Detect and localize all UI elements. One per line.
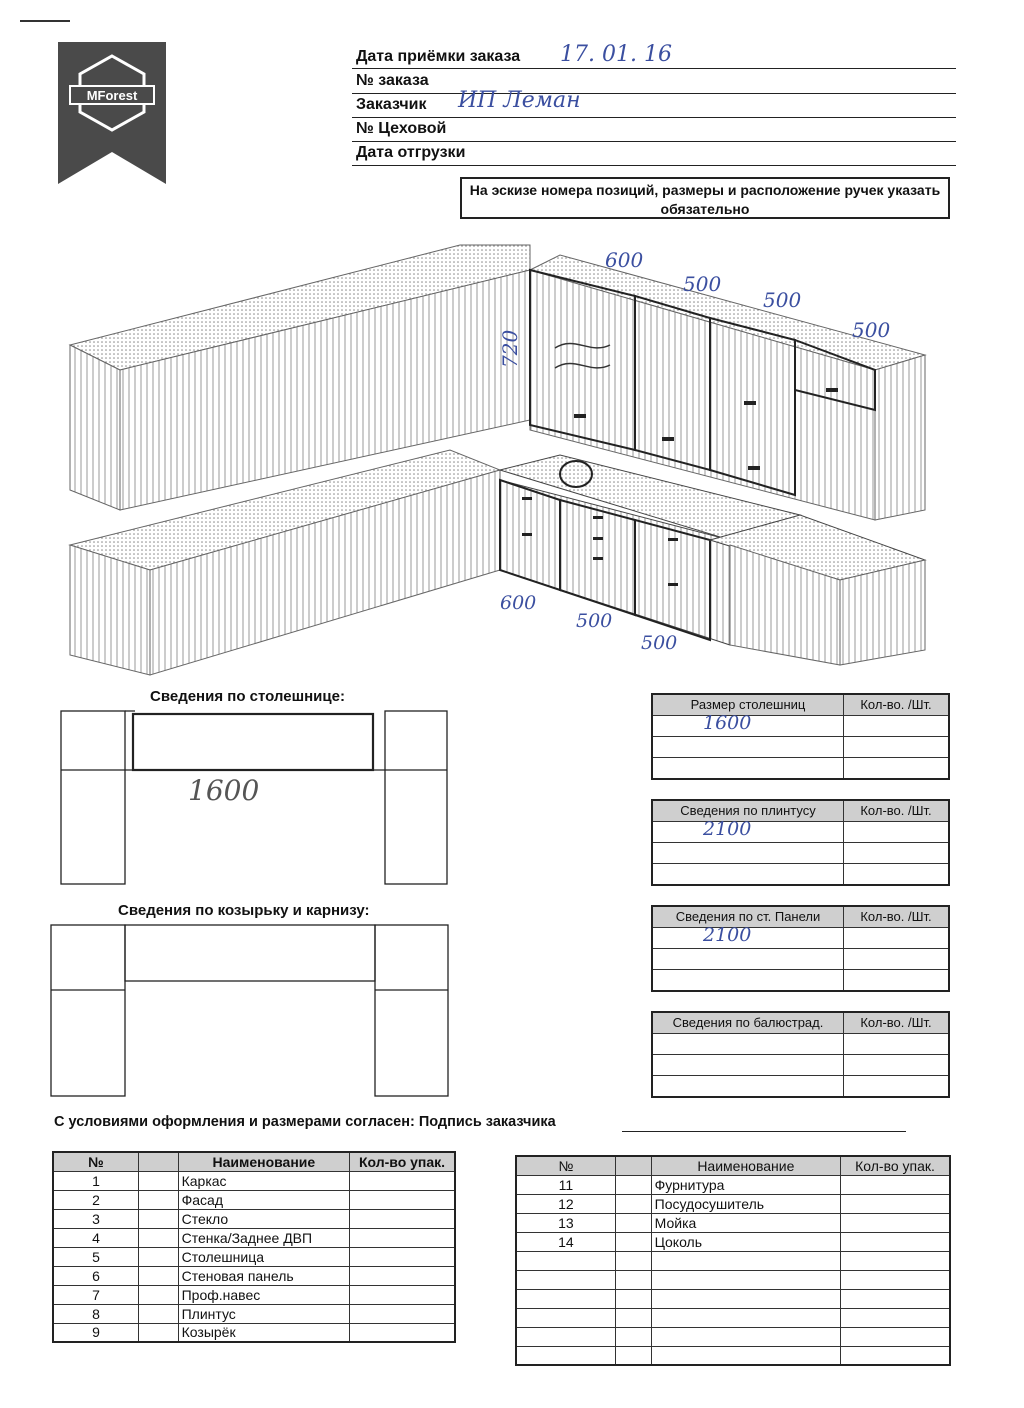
table-row xyxy=(516,1251,950,1270)
table-balustrade xyxy=(651,1011,950,1098)
col-name: Наименование xyxy=(178,1152,349,1171)
col-qty: Кол-во упак. xyxy=(841,1156,950,1175)
table-row xyxy=(516,1289,950,1308)
canopy-diagram xyxy=(50,924,450,1099)
cell-qty[interactable] xyxy=(844,716,948,736)
table-row: 6 Стеновая панель xyxy=(53,1266,455,1285)
table-row xyxy=(516,1327,950,1346)
dim-top-3: 500 xyxy=(763,288,802,312)
dim-height: 720 xyxy=(498,329,522,368)
countertop-title: Сведения по столешнице: xyxy=(150,688,345,705)
table-row: 4 Стенка/Заднее ДВП xyxy=(53,1228,455,1247)
table-countertop-size xyxy=(651,693,950,780)
signature-line[interactable] xyxy=(622,1131,906,1132)
table-row: 1 Каркас xyxy=(53,1171,455,1190)
dim-bottom-1: 600 xyxy=(500,592,537,614)
table-plinth xyxy=(651,799,950,886)
table-row: 3 Стекло xyxy=(53,1209,455,1228)
field-label-order-date: Дата приёмки заказа xyxy=(356,48,521,65)
col-header-qty: Кол-во. /Шт. xyxy=(860,697,932,712)
col-header: Размер столешниц xyxy=(653,695,844,715)
col-num: № xyxy=(53,1152,138,1171)
table-row xyxy=(516,1346,950,1365)
col-header: Сведения по балюстрад. xyxy=(653,1013,844,1033)
items-table-left xyxy=(52,1151,456,1343)
col-num: № xyxy=(516,1156,615,1175)
table-row: 14 Цоколь xyxy=(516,1232,950,1251)
dim-top-2: 500 xyxy=(683,272,722,296)
table-row: 8 Плинтус xyxy=(53,1304,455,1323)
wall-panel-value: 2100 xyxy=(703,924,752,946)
countertop-size-value: 1600 xyxy=(703,712,752,734)
canopy-title: Сведения по козырьку и карнизу: xyxy=(118,902,370,919)
field-label-customer: Заказчик xyxy=(356,96,427,113)
col-header-qty: Кол-во. /Шт. xyxy=(860,803,932,818)
field-value-customer: ИП Леман xyxy=(458,88,581,113)
col-name: Наименование xyxy=(651,1156,840,1175)
table-row: 7 Проф.навес xyxy=(53,1285,455,1304)
col-header-qty: Кол-во. /Шт. xyxy=(860,1015,932,1030)
field-label-ship-date: Дата отгрузки xyxy=(356,144,466,161)
table-row xyxy=(516,1308,950,1327)
items-table-right xyxy=(515,1155,951,1366)
table-row: 9 Козырёк xyxy=(53,1323,455,1342)
table-wall-panel xyxy=(651,905,950,992)
table-row: 11 Фурнитура xyxy=(516,1175,950,1194)
table-header-row xyxy=(516,1156,950,1175)
consent-text: С условиями оформления и размерами согласен: Подпись заказчика xyxy=(54,1114,556,1130)
col-header: Сведения по плинтусу xyxy=(653,801,844,821)
table-row: 5 Столешница xyxy=(53,1247,455,1266)
table-row: 12 Посудосушитель xyxy=(516,1194,950,1213)
logo-text: MForest xyxy=(86,88,138,103)
countertop-handwritten: 1600 xyxy=(188,774,260,807)
field-label-workshop-number: № Цеховой xyxy=(356,120,447,137)
table-row xyxy=(516,1270,950,1289)
field-value-order-date: 17. 01. 16 xyxy=(560,42,672,67)
col-header: Сведения по ст. Панели xyxy=(653,907,844,927)
dim-bottom-2: 500 xyxy=(576,610,613,632)
field-label-order-number: № заказа xyxy=(356,72,429,89)
col-qty: Кол-во упак. xyxy=(350,1152,455,1171)
dim-top-4: 500 xyxy=(852,318,891,342)
table-row: 2 Фасад xyxy=(53,1190,455,1209)
table-header-row xyxy=(53,1152,455,1171)
dim-bottom-3: 500 xyxy=(641,632,678,654)
sketch-notice: На эскизе номера позиций, размеры и расположение ручек указать обязательно xyxy=(460,177,950,219)
plinth-value: 2100 xyxy=(703,818,752,840)
col-header-qty: Кол-во. /Шт. xyxy=(860,909,932,924)
table-row: 13 Мойка xyxy=(516,1213,950,1232)
dim-top-1: 600 xyxy=(605,248,644,272)
